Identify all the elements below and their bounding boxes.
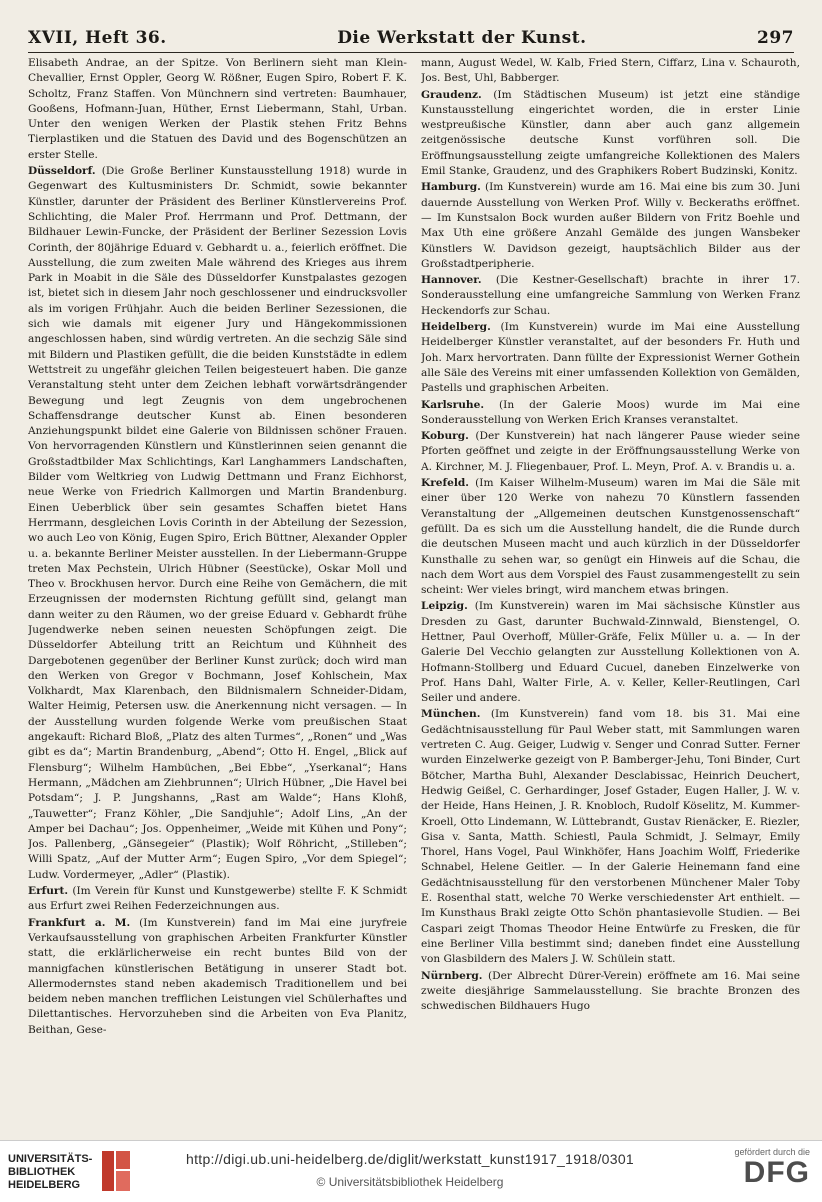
- library-name: UNIVERSITÄTS- BIBLIOTHEK HEIDELBERG: [8, 1153, 93, 1191]
- city-heading: Frankfurt a. M.: [28, 916, 131, 929]
- library-emblem-icon: [100, 1149, 132, 1193]
- entry-text: Elisabeth Andrae, an der Spitze. Von Berlinern sieht man Klein-Chevallier, Ernst Oppler, Georg W. Rößner, Eugen Spiro, Robert F. K. Scholtz, Franz Staffen. Von Münchnern sind vertreten: Baumhauer, Gooßens, Hofmann-Juan, Hüther, Ernst Liebermann, Stahl, Urban. Unter den wenigen Werken der Plastik stehen Fritz Behns Tierplastiken und die Statuen des David und des Bogenschützen an erster Stelle.: [28, 57, 407, 161]
- left-column: [28, 56, 407, 1128]
- city-heading: Graudenz.: [421, 88, 482, 101]
- news-entry: [28, 164, 407, 883]
- entry-text: (Der Kunstverein) hat nach längerer Pause wieder seine Pforten geöffnet und zeigte in der Eröffnungsausstellung Werke von A. Kirchner, M. J. Fliegenbauer, Prof. L. Meyn, Prof. A. v. Brandis u. a.: [421, 430, 800, 473]
- volume-issue: XVII, Heft 36.: [28, 28, 167, 48]
- dfg-funded-label: gefördert durch die: [734, 1147, 810, 1157]
- entry-text: (Die Große Berliner Kunstausstellung 1918) wurde in Gegenwart des Kultusministers Dr. Schmidt, sowie bekannter Künstler, darunter der Präsident des Berliner Künstlervereins Prof. Schlichting, die Maler Prof. Herrmann und Prof. Dettmann, der Bildhauer Lewin-Funcke, der Präsident der Berliner Sezession Lovis Corinth, der 80jährige Eduard v. Gebhardt u. a., feierlich eröffnet. Die Ausstellung, die zum zweiten Male während des Krieges aus ihrem Park in Moabit in die Säle des Düsseldorfer Kunstpalastes gezogen ist, bietet sich in diesem Jahr noch geschlossener und eindrucksvoller als im vorigen Frühjahr. Auch die beiden Berliner Sezessionen, die sich wie damals mit eigener Jury und Hängekommissionen angeschlossen haben, sind würdig vertreten. An die sechzig Säle sind mit Bildern und Plastiken gefüllt, die die beiden Kunststädte in edlem Wettstreit zu ungefähr gleichen Teilen beigesteuert haben. Die ganze Veranstaltung steht unter dem Zeichen lebhaft vorwärtsdrängender Bewegung und legt Zeugnis von dem ungebrochenen Schaffensdrange deutscher Kunst ab. Einen besonderen Anziehungspunkt bildet eine Galerie von Bildnissen schöner Frauen. Von hervorragenden Künstlern und Künstlerinnen seien genannt die Großstadtbilder Max Schlichtings, Karl Langhammers Landschaften, Bilder vom Weltkrieg von Ludwig Dettmann und Franz Eichhorst, neue Werke von Friedrich Kallmorgen und Martin Brandenburg. Einen Ueberblick über sein gesamtes Schaffen bietet Hans Herrmann, desgleichen Lovis Corinth in der Abteilung der Sezession, wo auch Leo von König, Eugen Spiro, Erich Büttner, Alexander Oppler u. a. bekannte Berliner Meister ausstellen. In der Liebermann-Gruppe treten Max Pechstein, Ulrich Hübner (Seestücke), Oskar Moll und Theo v. Brockhusen hervor. Durch eine Reihe von Gemächern, die mit Erzeugnissen der modernsten Richtung gefüllt sind, gelangt man dann weiter zu den Räumen, wo der greise Eduard v. Gebhardt frühe Jugendwerke neben seinen neuesten Schöpfungen zeigt. Die Düsseldorfer Abteilung tritt an Reichtum und Kühnheit des Dargebotenen gegenüber der Berliner Kunst zurück; doch wird man den Werken von Gregor v Bochmann, Josef Kohlschein, Max Volkhardt, Max Klarenbach, den Bildnismalern Schneider-Didam, Walter Heimig, Petersen usw. die Anerkennung nicht versagen. — In der Ausstellung wurden folgende Werke vom preußischen Staat angekauft: Richard Bloß, „Platz des alten Turmes“, „Ronen“ und „Was gibt es da“; Martin Brandenburg, „Abend“; Otto H. Engel, „Blick auf Flensburg“; Wilhelm Hambüchen, „Bei Ebbe“, „Yserkanal“; Hans Hermann, „Mädchen am Ziehbrunnen“; Ulrich Hübner, „Die Havel bei Potsdam“; J. P. Jungshanns, „Rast am Walde“; Hans Klohß, „Tauwetter“; Franz Köhler, „Die Sandjuhle“; Adolf Lins, „An der Amper bei Dachau“; Jos. Oppenheimer, „Weide mit Kühen und Pony“; Jos. Pallenberg, „Gänsegeier“ (Plastik); Wolf Röhricht, „Stilleben“; Willi Spatz, „Auf der Mutter Arm“; Eugen Spiro, „Vor dem Spiegel“; Ludw. Vordermeyer, „Adler“ (Plastik).: [28, 165, 407, 881]
- news-entry: [421, 320, 800, 396]
- text-columns: [28, 56, 800, 1128]
- entry-text: (Im Kaiser Wilhelm-Museum) waren im Mai die Säle mit einer über 120 Werke von nahezu 70 Künstlern fassenden Veranstaltung der „Allgemeinen deutschen Kunstgenossenschaft“ gefüllt. Da es sich um die Ausstellung handelt, die die Runde durch die deutschen Museen macht und auch kürzlich in der Düsseldorfer Kunsthalle zu sehen war, so genügt ein Hinweis auf die Schau, die nach dem Wort aus dem Vorspiel des Faust zusammengestellt zu sein scheint: Wer vieles bringt, wird manchem etwas bringen.: [421, 477, 800, 597]
- news-entry: [421, 476, 800, 598]
- news-entry: [421, 88, 800, 180]
- dfg-logo[interactable]: [700, 1147, 810, 1189]
- city-heading: Düsseldorf.: [28, 165, 96, 178]
- news-entry: [421, 398, 800, 429]
- city-heading: Erfurt.: [28, 885, 69, 898]
- city-heading: Hamburg.: [421, 181, 481, 194]
- permalink-url[interactable]: http://digi.ub.uni-heidelberg.de/diglit/werkstatt_kunst1917_1918/0301: [186, 1151, 634, 1167]
- footer-bar: [0, 1140, 822, 1202]
- copyright-notice: © Universitätsbibliothek Heidelberg: [316, 1175, 504, 1189]
- news-entry: [421, 180, 800, 272]
- news-entry: [28, 884, 407, 915]
- news-entry: [421, 599, 800, 706]
- city-heading: Heidelberg.: [421, 321, 491, 334]
- city-heading: Karlsruhe.: [421, 398, 485, 411]
- entry-text: (Im Kunstverein) wurde am 16. Mai eine bis zum 30. Juni dauernde Ausstellung von Werken Prof. Willy v. Beckeraths eröffnet. — Im Kunstsalon Bock wurden außer Bildern von Fritz Boehle und Max Uth eine größere Anzahl Gemälde des jungen Wansbeker Künstlers W. Davidson gezeigt, hauptsächlich Bilder aus der Großstadtperipherie.: [421, 181, 800, 270]
- news-entry: [421, 707, 800, 967]
- page-number: 297: [757, 28, 794, 48]
- city-heading: Leipzig.: [421, 600, 468, 613]
- entry-text: (Der Albrecht Dürer-Verein) eröffnete am 16. Mai seine zweite diesjährige Sammelausstellung. Sie brachte Bronzen des schwedischen Bildhauers Hugo: [421, 969, 800, 1013]
- city-heading: Krefeld.: [421, 477, 469, 490]
- entry-text: mann, August Wedel, W. Kalb, Fried Stern, Ciffarz, Lina v. Schauroth, Jos. Best, Uhl, Babberger.: [421, 57, 800, 85]
- entry-text: (Im Kunstverein) fand vom 18. bis 31. Mai eine Gedächtnisausstellung für Paul Weber statt, mit Sammlungen waren vertreten C. Aug. Geiger, Ludwig v. Senger und Conrad Sutter. Ferner wurden Einzelwerke gezeigt von P. Bamberger-Jehu, Toni Binder, Curt Bötcher, Martha Buhl, Alexander Desclabissac, Heinrich Deuchert, Hedwig Geißel, C. Gerhardinger, Josef Gstader, Eugen Haller, J. W. v. der Heide, Hans Heinen, J. R. Knobloch, Rudolf Köselitz, M. Kummer-Kroell, Otto Lindemann, W. Lüttebrandt, Gustav Rienäcker, E. Riezler, Gisa v. Santa, Matth. Schiestl, Paula Schmidt, J. Selmayr, Emily Thorel, Hans Vogel, Paul Winkhöfer, Hans Joachim Wolff, Friederike Schnabel, Helene Geitler. — In der Galerie Heinemann fand eine Gedächtnisausstellung für den verstorbenen Münchener Maler Toby E. Rosenthal statt, welche 70 Werke verschiedenster Art enthielt. — Im Kunsthaus Brakl zeigte Otto Schön phantasievolle Studien. — Bei Caspari zeigt Thomas Theodor Heine Entwürfe zu Fresken, die für eine Berliner Villa bestimmt sind; daneben findet eine Ausstellung von Glasbildern des Malers J. W. Schülein statt.: [421, 708, 800, 966]
- news-entry: [28, 916, 407, 1038]
- library-logo[interactable]: [8, 1149, 138, 1195]
- entry-text: (Im Verein für Kunst und Kunstgewerbe) stellte F. K Schmidt aus Erfurt zwei Reihen Federzeichnungen aus.: [28, 885, 407, 913]
- news-entry: [421, 273, 800, 319]
- news-entry: [421, 969, 800, 1015]
- right-column: [421, 56, 800, 1128]
- entry-text: (Im Kunstverein) waren im Mai sächsische Künstler aus Dresden zu Gast, darunter Buchwald-Zinnwald, Bienstengel, O. Hettner, Paul Overhoff, Müller-Gräfe, Felix Müller u. a. — In der Galerie Del Vecchio gelangten zur Ausstellung Kollektionen von A. Hofmann-Stollberg und Eduard Cucuel, daneben Einzelwerke von Prof. Hans Dahl, Walter Firle, A. v. Keller, Keller-Reutlingen, Carl Seiler und andere.: [421, 600, 800, 705]
- news-entry: [28, 56, 407, 163]
- entry-text: (In der Galerie Moos) wurde im Mai eine Sonderausstellung von Werken Erich Kranses veranstaltet.: [421, 398, 800, 426]
- news-entry: [421, 429, 800, 475]
- city-heading: Nürnberg.: [421, 969, 483, 982]
- city-heading: München.: [421, 708, 481, 721]
- city-heading: Hannover.: [421, 274, 482, 287]
- entry-text: (Im Städtischen Museum) ist jetzt eine ständige Kunstausstellung eingerichtet worden, die in erster Linie westpreußische Künstler, dann aber auch ganz allgemein zeitgenössische deutsche Kunst vorführen soll. Die Eröffnungsausstellung zeigte umfangreiche Kollektionen des Malers Emil Stanke, Graudenz, und des Graphikers Robert Budzinski, Konitz.: [421, 88, 800, 178]
- entry-text: (Im Kunstverein) fand im Mai eine juryfreie Verkaufsausstellung von graphischen Arbeiten Frankfurter Künstler statt, die erklärlicherweise ein recht buntes Bild von der mannigfachen künstlerischen Betätigung in unserer Stadt bot. Allermodernstes stand neben akademisch Traditionellem und bei beidem neben manchen trefflichen Leistungen viel Schülerhaftes und Dilettantisches. Hervorzuheben sind die Arbeiten von Eva Planitz, Beithan, Gese-: [28, 916, 407, 1036]
- city-heading: Koburg.: [421, 430, 469, 443]
- entry-text: (Die Kestner-Gesellschaft) brachte in ihrer 17. Sonderausstellung eine umfangreiche Sammlung von Werken Franz Heckendorfs zur Schau.: [421, 274, 800, 317]
- dfg-wordmark: DFG: [743, 1156, 810, 1189]
- news-entry: [421, 56, 800, 87]
- running-header: [28, 14, 794, 53]
- entry-text: (Im Kunstverein) wurde im Mai eine Ausstellung Heidelberger Künstler veranstaltet, auf der besonders Fr. Huth und Joh. Marx hervortraten. Dann füllte der Expressionist Werner Gothein alle Säle des Vereins mit einer umfassenden Kollektion von Gemälden, Pastells und graphischen Arbeiten.: [421, 321, 800, 395]
- journal-title: Die Werkstatt der Kunst.: [337, 28, 587, 48]
